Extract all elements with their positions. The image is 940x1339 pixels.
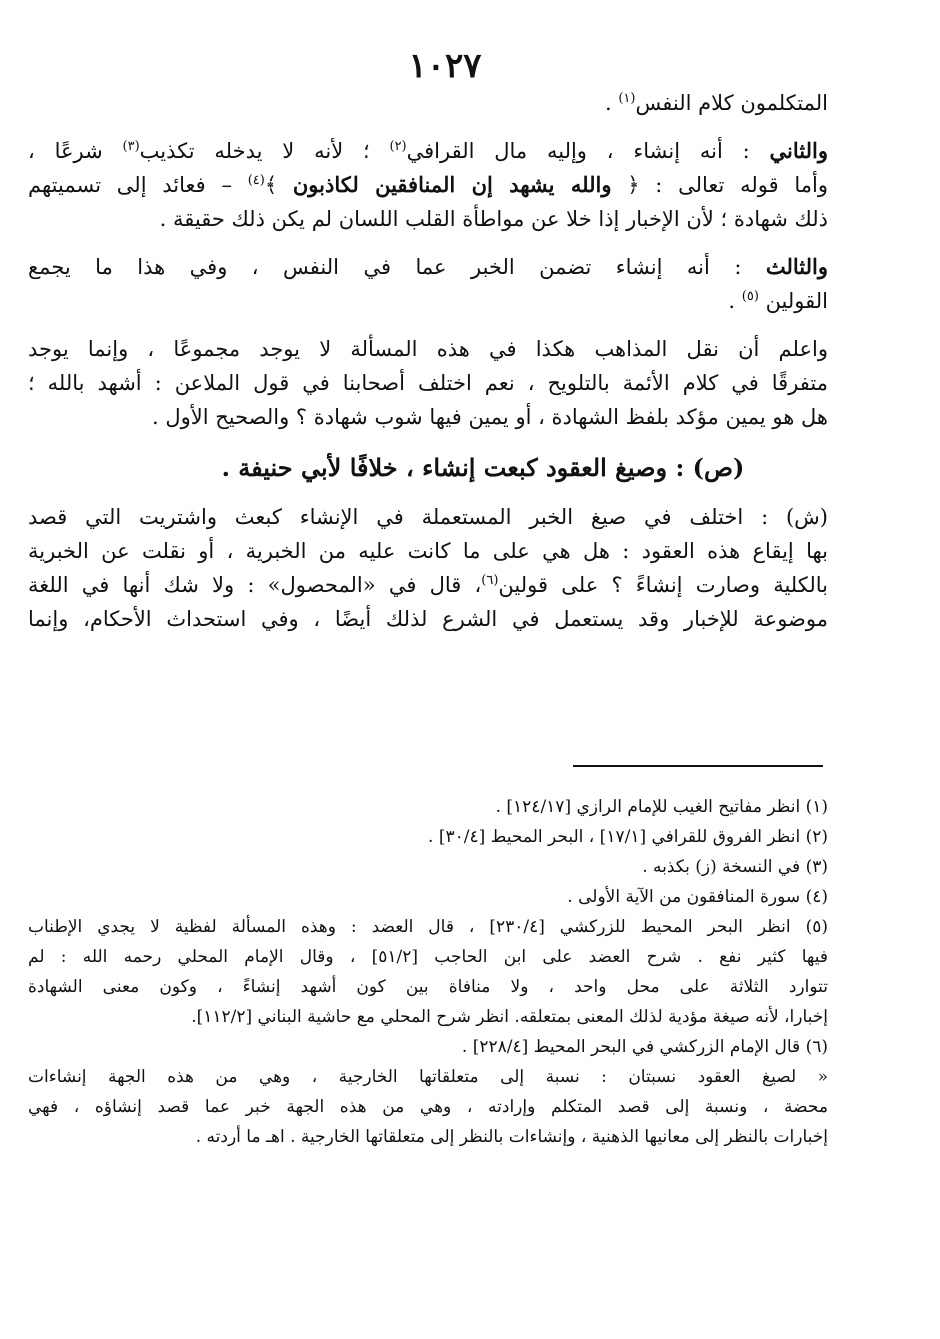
- footnote-text: انظر البحر المحيط للزركشي [٢٣٠/٤] ، قال العضد : وهذه المسألة لفظية لا يجدي الإطناب: [28, 917, 791, 937]
- footnote-text: انظر مفاتيح الغيب للإمام الرازي [١٢٤/١٧] .: [495, 797, 801, 817]
- text-line: بها إيقاع هذه العقود : هل هي على ما كانت عليه من الخبرية ، أو نقلت عن الخبرية: [28, 539, 828, 563]
- footnote-item: [28, 1032, 828, 1062]
- footnote-ref[interactable]: (٣): [122, 139, 140, 154]
- footnote-line: [28, 852, 828, 882]
- footnote-number: (١): [805, 797, 828, 817]
- footnote-item: [28, 882, 828, 912]
- footnote-line: « لصيغ العقود نسبتان : نسبة إلى متعلقاتها الخارجية ، وهي من هذه الجهة إنشاءات: [28, 1067, 828, 1087]
- paragraph-4: [28, 332, 828, 434]
- text-line: موضوعة للإخبار وقد يستعمل في الشرع لذلك أيضًا ، وفي استحداث الأحكام، وإنما: [28, 607, 828, 631]
- footnote-item: [28, 822, 828, 852]
- text-run: المتكلمون كلام النفس: [635, 91, 828, 115]
- footnote-ref[interactable]: (١): [618, 91, 636, 106]
- text-run: وأما قوله تعالى : ﴿: [611, 173, 828, 197]
- quran-verse: والله يشهد إن المنافقين لكاذبون: [292, 172, 612, 197]
- text-run: ﴾: [264, 173, 293, 197]
- paragraph-5: [28, 500, 828, 636]
- footnote-text: في النسخة (ز) بكذبه .: [642, 857, 801, 877]
- footnote-item: [28, 792, 828, 822]
- text-run: : أنه إنشاء تضمن الخبر عما في النفس ، وفي هذا ما يجمع: [28, 255, 766, 279]
- paragraph-3: [28, 250, 828, 318]
- footnote-number: (٣): [805, 857, 828, 877]
- paragraph-lead: والثاني: [769, 138, 828, 163]
- footnote-line: فيها كثير نفع . شرح العضد على ابن الحاجب [٥١/٢] ، وقال الإمام المحلي رحمه الله : لم: [28, 947, 829, 967]
- text-line: هل هو يمين مؤكد بلفظ الشهادة ، أو يمين فيها شوب شهادة ؟ والصحيح الأول .: [151, 405, 828, 429]
- text-line: [28, 250, 828, 284]
- paragraph-2: [28, 134, 828, 236]
- text-run: .: [728, 289, 742, 313]
- footnote-ref[interactable]: (٦): [481, 573, 499, 588]
- footnote-line: محضة ، ونسبة إلى قصد المتكلم وإرادته ، وهي من هذه الجهة خبر عما قصد إنشاؤه ، فهي: [28, 1097, 828, 1117]
- text-line: [28, 86, 828, 120]
- footnote-divider: [573, 765, 823, 767]
- footnote-text: قال الإمام الزركشي في البحر المحيط [٢٢٨/٤] .: [461, 1037, 801, 1057]
- footnote-ref[interactable]: (٥): [741, 289, 759, 304]
- footnote-line: [28, 1032, 828, 1062]
- footnote-line: إخبارا، لأنه صيغة مؤدية لذلك المعنى بمتعلقه. انظر شرح المحلي مع حاشية البناني [١١٢/٢].: [191, 1007, 828, 1027]
- footnote-quote: [28, 1062, 828, 1152]
- text-line: [28, 168, 828, 202]
- paragraph-lead: والثالث: [765, 254, 828, 279]
- text-line: [28, 134, 828, 168]
- text-line: [28, 284, 828, 318]
- text-run: القولين: [758, 289, 828, 313]
- footnote-line: [28, 822, 828, 852]
- footnote-line: [28, 912, 828, 942]
- footnote-number: (٦): [805, 1037, 828, 1057]
- footnote-line: [28, 792, 828, 822]
- text-run: شرعًا ،: [28, 139, 123, 163]
- footnote-line: إخبارات بالنظر إلى معانيها الذهنية ، وإنشاءات بالنظر إلى متعلقاتها الخارجية . اهـ ما أردته .: [195, 1127, 828, 1147]
- text-line: (ش) : اختلف في صيغ الخبر المستعملة في الإنشاء كبعث واشتريت التي قصد: [28, 505, 828, 529]
- footnotes: [28, 792, 828, 1152]
- text-line: متفرقًا في كلام الأئمة بالتلويح ، نعم اختلف أصحابنا في قول الملاعن : أشهد بالله ؛: [28, 371, 828, 395]
- text-run: .: [604, 91, 619, 115]
- text-line: ذلك شهادة ؛ لأن الإخبار إذا خلا عن مواطأة القلب اللسان لم يكن ذلك حقيقة .: [159, 207, 828, 231]
- footnote-text: سورة المنافقون من الآية الأولى .: [567, 887, 801, 907]
- text-run: : أنه إنشاء ، وإليه مال القرافي: [406, 139, 770, 163]
- main-text: [28, 86, 828, 650]
- matn-heading: (ص) : وصيغ العقود كبعت إنشاء ، خلافًا لأبي حنيفة .: [221, 453, 745, 482]
- footnote-ref[interactable]: (٢): [389, 139, 407, 154]
- footnote-number: (٤): [805, 887, 828, 907]
- footnote-number: (٢): [805, 827, 828, 847]
- text-run: ، قال في «المحصول» : ولا شك أنها في اللغة: [28, 573, 482, 597]
- footnote-line: [28, 882, 828, 912]
- footnote-item: [28, 852, 828, 882]
- footnote-number: (٥): [805, 917, 828, 937]
- text-line: واعلم أن نقل المذاهب هكذا في هذه المسألة لا يوجد مجموعًا ، وإنما يوجد: [28, 337, 828, 361]
- footnote-text: انظر الفروق للقرافي [١٧/١] ، البحر المحيط [٣٠/٤] .: [428, 827, 801, 847]
- footnote-line: تتوارد الثلاثة على محل واحد ، ولا منافاة بين كون أشهد إنشاءً ، وكون معنى الشهادة: [28, 977, 828, 997]
- text-run: بالكلية وصارت إنشاءً ؟ على قولين: [498, 573, 828, 597]
- text-run: – فعائد إلى تسميتهم: [28, 173, 248, 197]
- page-number: ١٠٢٧: [408, 46, 482, 86]
- footnote-item: [28, 912, 828, 1032]
- text-line: [28, 568, 828, 602]
- footnote-ref[interactable]: (٤): [247, 173, 265, 188]
- text-run: ؛ لأنه لا يدخله تكذيب: [139, 139, 390, 163]
- paragraph-1: [28, 86, 828, 120]
